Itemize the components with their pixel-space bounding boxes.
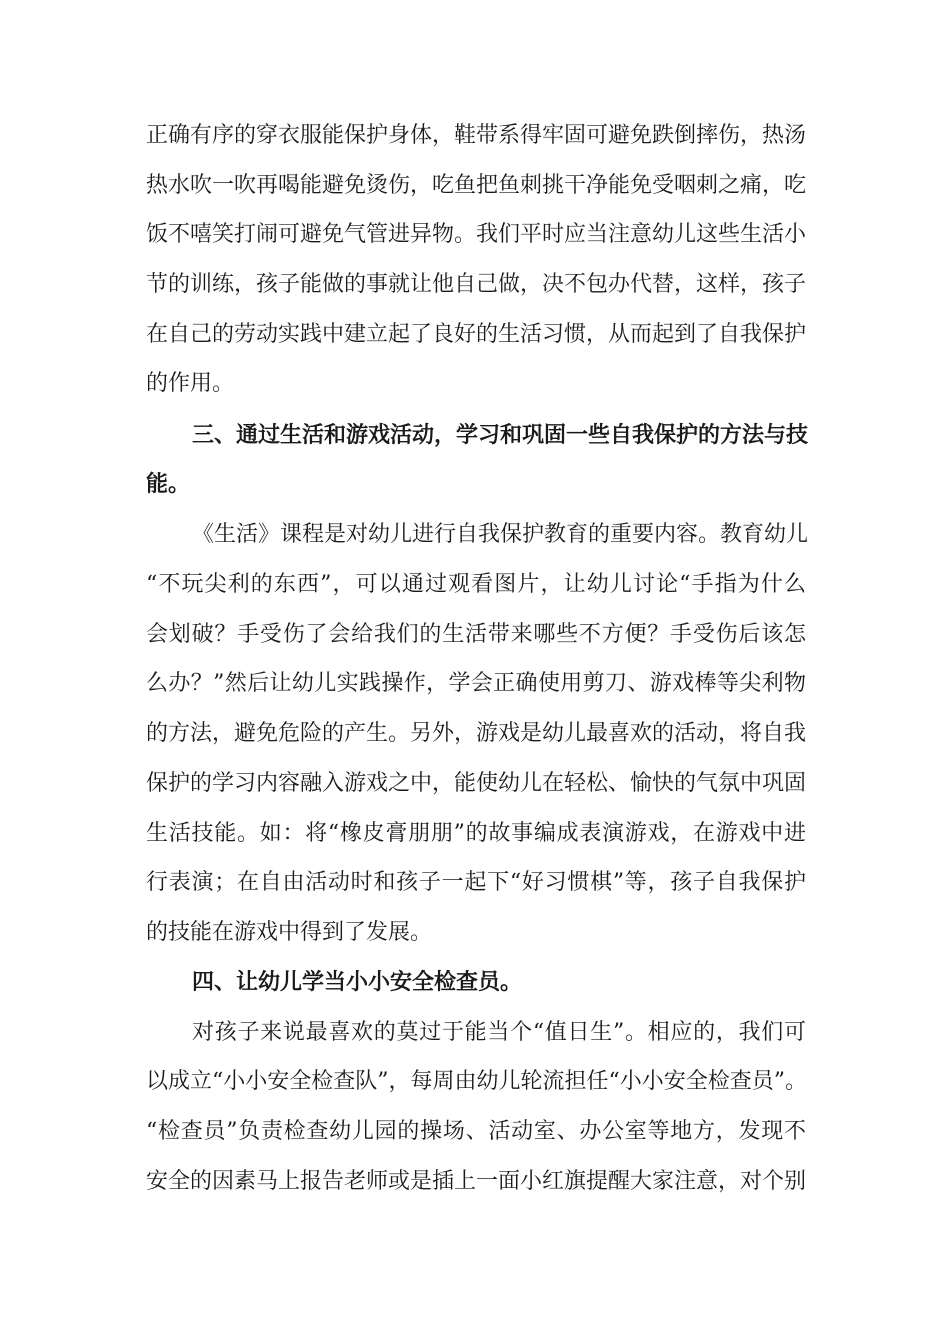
paragraph-line: 节的训练，孩子能做的事就让他自己做，决不包办代替，这样，孩子 [146, 272, 807, 297]
paragraph-line: “检查员”负责检查幼儿园的操场、活动室、办公室等地方，发现不 [146, 1119, 806, 1144]
section-heading: 三、通过生活和游戏活动，学习和巩固一些自我保护的方法与技 [192, 423, 809, 448]
paragraph-line: 《生活》课程是对幼儿进行自我保护教育的重要内容。教育幼儿 [192, 522, 809, 547]
paragraph-line: 在自己的劳动实践中建立起了良好的生活习惯，从而起到了自我保护 [146, 322, 807, 347]
paragraph-line: 饭不嘻笑打闹可避免气管进异物。我们平时应当注意幼儿这些生活小 [146, 222, 807, 247]
paragraph-line: 安全的因素马上报告老师或是插上一面小红旗提醒大家注意，对个别 [146, 1169, 807, 1194]
paragraph-line: 么办？”然后让幼儿实践操作，学会正确使用剪刀、游戏棒等尖利物 [146, 671, 806, 696]
paragraph-line: 的作用。 [146, 371, 235, 396]
paragraph-line: 的方法，避免危险的产生。另外，游戏是幼儿最喜欢的活动，将自我 [146, 721, 807, 746]
paragraph-line: 生活技能。如：将“橡皮膏朋朋”的故事编成表演游戏，在游戏中进 [146, 821, 806, 846]
paragraph-line: 正确有序的穿衣服能保护身体，鞋带系得牢固可避免跌倒摔伤，热汤 [146, 123, 807, 148]
paragraph-line: 保护的学习内容融入游戏之中，能使幼儿在轻松、愉快的气氛中巩固 [146, 771, 807, 796]
section-heading: 四、让幼儿学当小小安全检查员。 [192, 970, 523, 995]
paragraph-line: 会划破？手受伤了会给我们的生活带来哪些不方便？手受伤后该怎 [146, 622, 806, 647]
paragraph-line: 对孩子来说最喜欢的莫过于能当个“值日生”。相应的，我们可 [192, 1020, 806, 1045]
paragraph-line: “不玩尖利的东西”，可以通过观看图片，让幼儿讨论“手指为什么 [146, 572, 806, 597]
paragraph-line: 行表演；在自由活动时和孩子一起下“好习惯棋”等，孩子自我保护 [146, 870, 806, 895]
section-heading-continuation: 能。 [146, 472, 191, 497]
paragraph-line: 以成立“小小安全检查队”，每周由幼儿轮流担任“小小安全检查员”。 [146, 1069, 807, 1094]
paragraph-line: 的技能在游戏中得到了发展。 [146, 920, 433, 945]
paragraph-line: 热水吹一吹再喝能避免烫伤，吃鱼把鱼刺挑干净能免受咽刺之痛，吃 [146, 173, 807, 198]
